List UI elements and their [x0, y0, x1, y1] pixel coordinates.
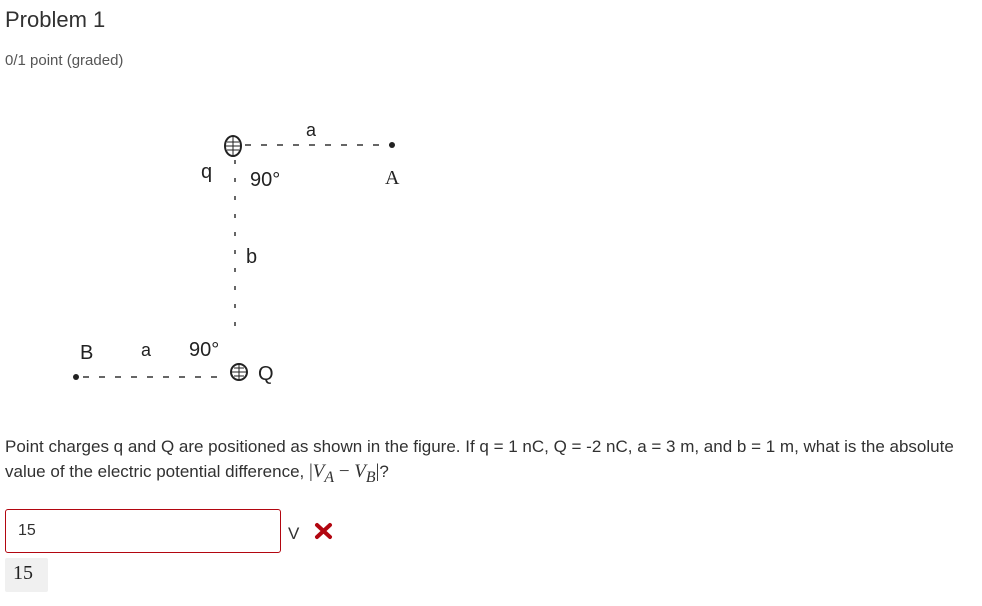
answer-preview: 15 — [5, 558, 48, 592]
problem-title: Problem 1 — [5, 7, 106, 32]
label-angle-bottom: 90° — [189, 339, 220, 361]
label-angle-top: 90° — [250, 169, 281, 191]
math-var-b: V — [354, 461, 366, 482]
label-Q: Q — [258, 363, 274, 385]
label-B: B — [80, 342, 94, 364]
math-expression: $|V_A - V_B|$ — [308, 461, 380, 486]
label-a-top: a — [306, 120, 317, 140]
label-a-bottom: a — [141, 340, 152, 360]
question-suffix: ? — [379, 462, 389, 481]
question-body: Point charges q and Q are positioned as shown in the figure. If q = 1 nC, Q = -2 nC, a = 3 m, and b = 1 m, what is the absolute value of the electric potential difference, — [5, 437, 954, 481]
points-status: 0/1 point (graded) — [5, 52, 124, 69]
answer-input[interactable] — [5, 509, 281, 553]
incorrect-x-icon — [313, 520, 335, 542]
label-q: q — [201, 161, 213, 183]
question-text — [5, 434, 965, 490]
point-B-dot — [73, 374, 79, 380]
math-sub-a: A — [324, 468, 335, 486]
math-var-a: V — [312, 461, 325, 482]
answer-unit: V — [288, 524, 300, 543]
math-minus: − — [334, 461, 355, 482]
label-b: b — [246, 246, 258, 268]
math-sub-b: B — [365, 468, 376, 486]
problem-figure — [55, 105, 435, 425]
label-A: A — [385, 167, 400, 189]
charge-diagram — [55, 105, 435, 425]
charge-Q-icon — [231, 364, 247, 380]
charge-q-icon — [225, 136, 241, 156]
point-A-dot — [389, 142, 395, 148]
